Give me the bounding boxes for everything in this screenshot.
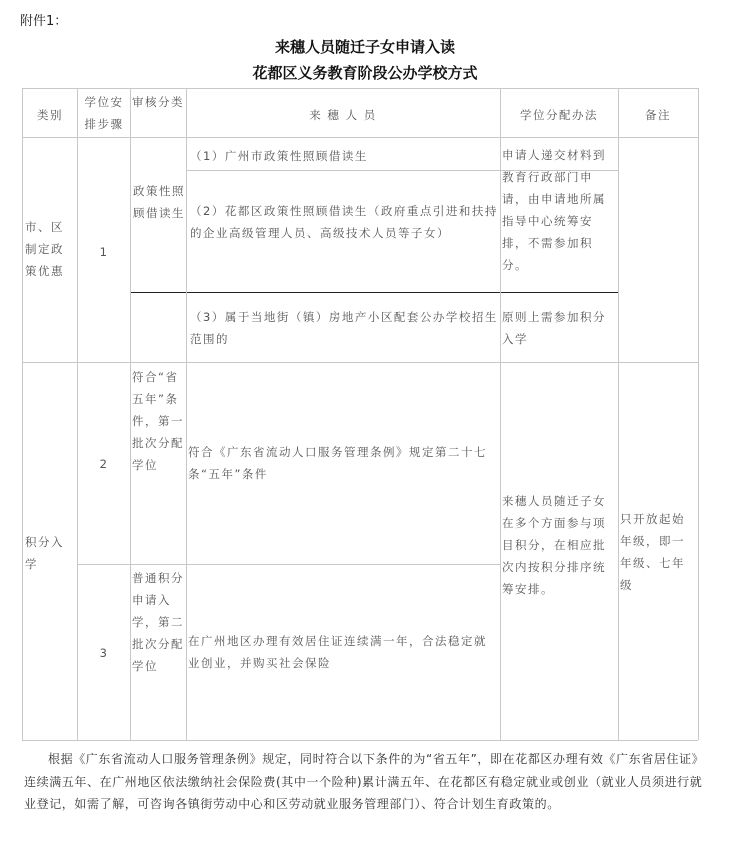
section1-person1: （1）广州市政策性照顾借读生	[190, 149, 368, 163]
section2-remark: 只开放起始年级，即一年级、七年级	[620, 512, 685, 592]
document-title-line1: 来穗人员随迁子女申请入读	[274, 38, 455, 56]
section1-method2: 原则上需参加积分入学	[502, 310, 606, 346]
section2-method: 来穗人员随迁子女在多个方面参与项目积分，在相应批次内按积分排序统筹安排。	[502, 494, 606, 596]
header-step: 学位安排步骤	[84, 95, 124, 131]
section2-review2: 符合“省五年”条件，第一批次分配学位	[132, 370, 184, 472]
section1-review: 政策性照顾借读生	[133, 184, 185, 220]
section1-person3: （3）属于当地街（镇）房地产小区配套公办学校招生范围的	[190, 310, 498, 346]
section2-review3: 普通积分申请入学，第二批次分配学位	[132, 571, 184, 673]
section2-category: 积分入学	[25, 535, 64, 571]
section2-step3: 3	[99, 646, 109, 660]
explanatory-note: 根据《广东省流动人口服务管理条例》规定，同时符合以下条件的为“省五年”，即在花都区办理有效《广东省居住证》连续满五年、在广州地区依法缴纳社会保险费(其中一个险种)累计满五年、在花都区有稳定就业或创业（就业人员须进行就业登记，如需了解，可咨询各镇街劳动中心和区劳动就业服务管理部门）、符合计划生育政策的。	[24, 752, 703, 811]
header-method: 学位分配办法	[520, 108, 598, 122]
document-title-line2: 花都区义务教育阶段公办学校方式	[252, 64, 478, 82]
section1-step: 1	[99, 245, 109, 259]
section2-person-b: 在广州地区办理有效居住证连续满一年，合法稳定就业创业，并购买社会保险	[188, 634, 487, 670]
section2-person-a: 符合《广东省流动人口服务管理条例》规定第二十七条“五年”条件	[188, 445, 487, 481]
section1-person2: （2）花都区政策性照顾借读生（政府重点引进和扶持的企业高级管理人员、高级技术人员等子女）	[190, 204, 498, 240]
section1-category: 市、区制定政策优惠	[25, 220, 64, 278]
section2-step2: 2	[99, 457, 109, 471]
header-category: 类别	[37, 108, 63, 122]
section1-method1: 申请人递交材料到教育行政部门申请，由申请地所属指导中心统筹安排，不需参加积分。	[502, 148, 606, 272]
header-review: 审核分类	[132, 95, 184, 109]
header-remark: 备注	[645, 108, 671, 122]
attachment-label: 附件1：	[20, 14, 68, 29]
header-persons: 来 穗 人 员	[309, 108, 377, 122]
